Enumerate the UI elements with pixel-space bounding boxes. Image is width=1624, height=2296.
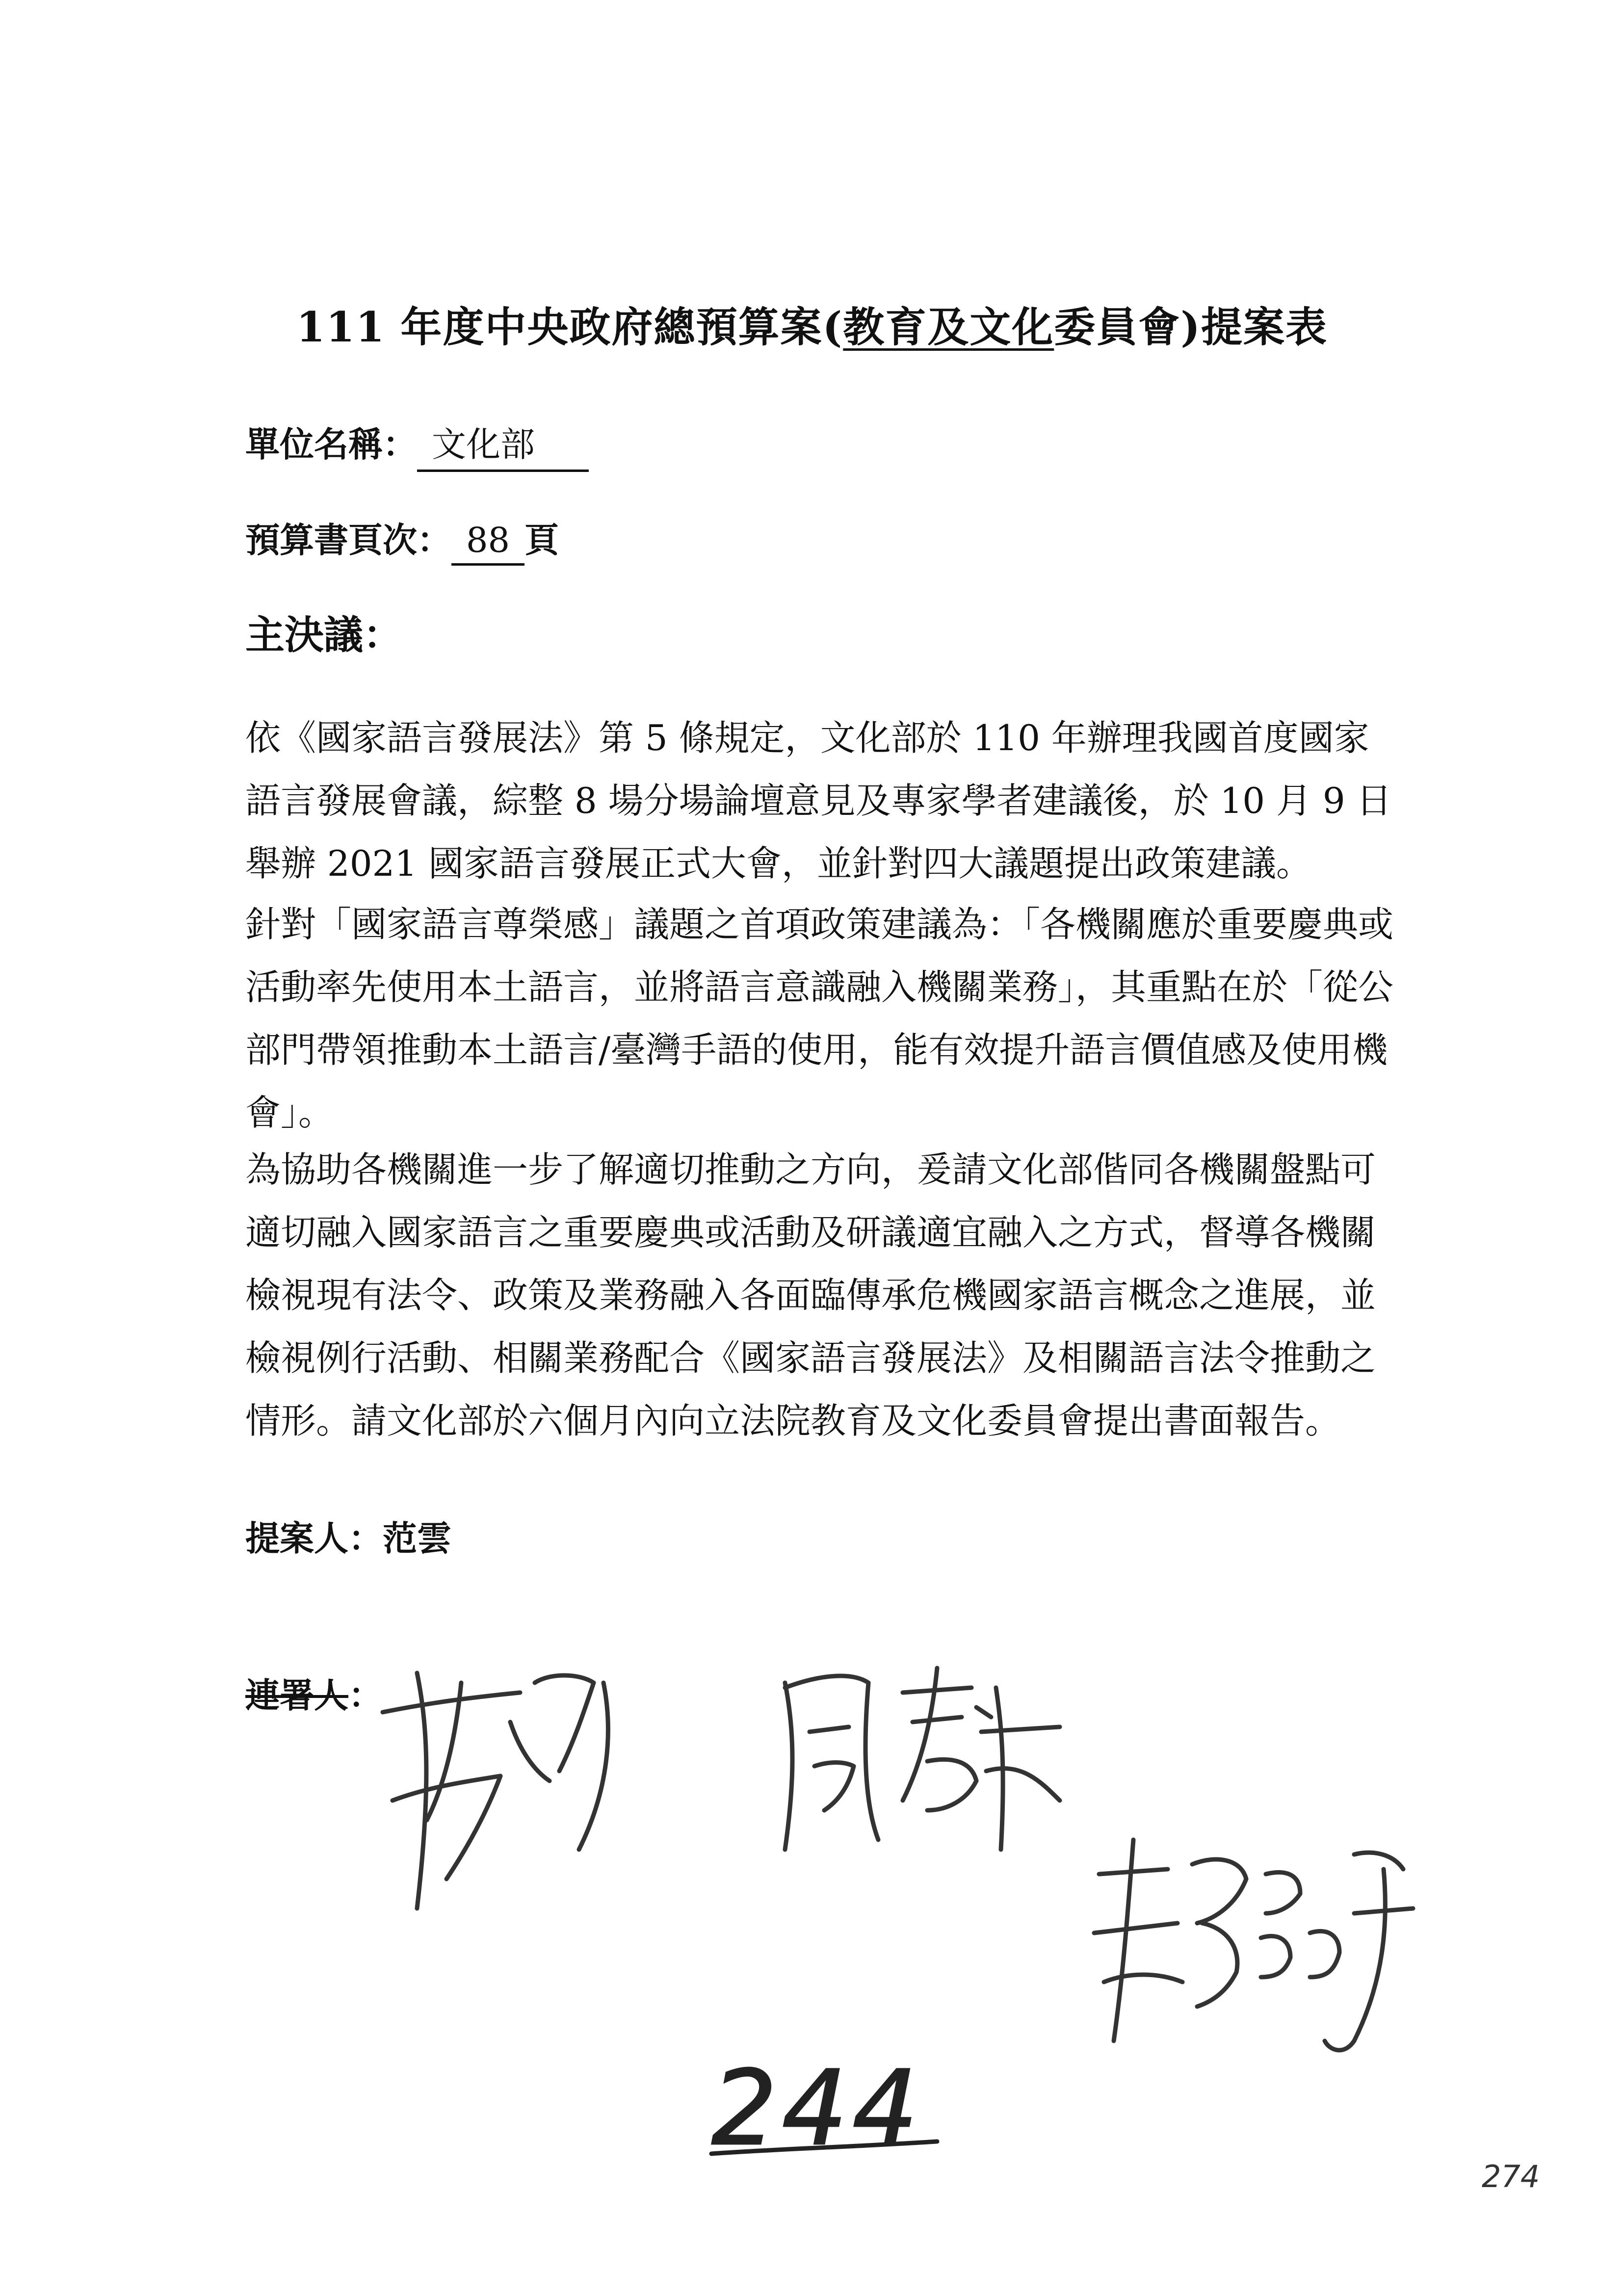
signature-2 [765, 1653, 1070, 1859]
unit-field [245, 417, 589, 472]
main-resolution-heading: 主決議： [245, 612, 402, 658]
page-field [245, 513, 559, 566]
handwritten-page-number [707, 2051, 962, 2168]
cosigner-line [245, 1668, 383, 1718]
paragraph-1: 依《國家語言發展法》第 5 條規定，文化部於 110 年辦理我國首度國家語言發展會議，綜整 8 場分場論壇意見及專家學者建議後，於 10 月 9 日舉辦 2021 國家語言發展正式大會，並針對四大議題提出政策建議。 [245, 717, 1392, 884]
paragraph-3: 為協助各機關進一步了解適切推動之方向，爰請文化部偕同各機關盤點可適切融入國家語言之重要慶典或活動及研議適宜融入之方式，督導各機關檢視現有法令、政策及業務融入各面臨傳承危機國家語言概念之進展，並檢視例行活動、相關業務配合《國家語言發展法》及相關語言法令推動之情形。請文化部於六個月內向立法院教育及文化委員會提出書面報告。 [245, 1149, 1376, 1441]
page-label: 預算書頁次： [245, 520, 451, 560]
page-value: 88 [451, 520, 524, 566]
corner-page-number: 274 [1482, 2159, 1540, 2194]
title-prefix: 111 年度中央政府總預算案( [296, 303, 843, 351]
unit-label: 單位名稱： [245, 424, 417, 465]
title-suffix: 委員會)提案表 [1054, 303, 1328, 351]
cosigner-colon: ： [348, 1675, 383, 1716]
page-unit: 頁 [524, 520, 559, 560]
title-committee: 教育及文化 [843, 303, 1054, 351]
signature-3 [1079, 1825, 1423, 2061]
signature-1 [373, 1653, 648, 1928]
handwritten-page-number-text: 244 [711, 2051, 923, 2168]
unit-value: 文化部 [417, 417, 589, 472]
proposer-line: 提案人：范雲 [245, 1518, 451, 1559]
cosigner-label: 連署人 [245, 1675, 348, 1716]
paragraph-2: 針對「國家語言尊榮感」議題之首項政策建議為：「各機關應於重要慶典或活動率先使用本土語言，並將語言意識融入機關業務」，其重點在於「從公部門帶領推動本土語言/臺灣手語的使用，能有效提升語言價值感及使用機會」。 [245, 904, 1394, 1133]
document-title [0, 294, 1624, 354]
